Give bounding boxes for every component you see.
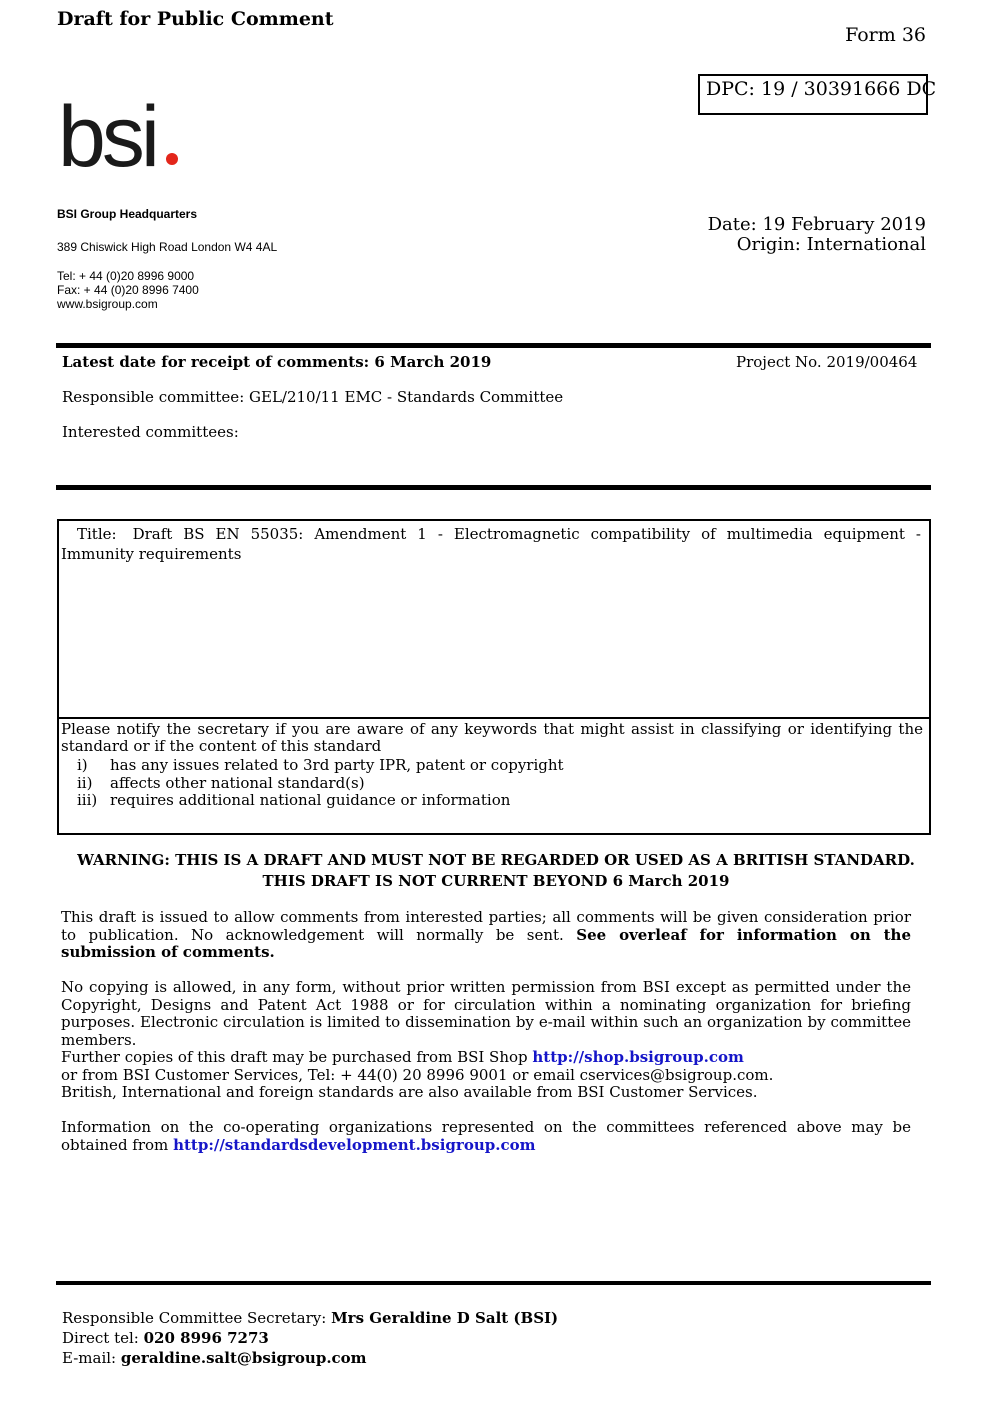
hq-fax: Fax: + 44 (0)20 8996 7400 bbox=[57, 283, 199, 297]
hq-name: BSI Group Headquarters bbox=[57, 207, 198, 221]
secretary-line bbox=[62, 1309, 558, 1327]
email-label: E-mail: bbox=[62, 1349, 121, 1367]
secretary-label: Responsible Committee Secretary: bbox=[62, 1309, 332, 1327]
customer-services-line: or from BSI Customer Services, Tel: + 44(0) 20 8996 9001 or email cservices@bsigroup.com. bbox=[61, 1065, 774, 1084]
warning-line-1: WARNING: THIS IS A DRAFT AND MUST NOT BE REGARDED OR USED AS A BRITISH STANDARD. bbox=[77, 851, 915, 869]
notify-item-number: i) bbox=[77, 756, 88, 774]
bsi-red-dot bbox=[166, 153, 178, 165]
notify-item bbox=[77, 756, 564, 774]
email-line bbox=[62, 1349, 367, 1367]
dpc-reference: DPC: 19 / 30391666 DC bbox=[706, 78, 937, 100]
date-line: Date: 19 February 2019 bbox=[707, 214, 926, 235]
bsi-wordmark: bsi bbox=[58, 94, 156, 174]
notify-item-text: requires additional national guidance or information bbox=[110, 791, 511, 809]
latest-date-for-comments: Latest date for receipt of comments: 6 March 2019 bbox=[62, 353, 492, 371]
standards-development-link[interactable]: http://standardsdevelopment.bsigroup.com bbox=[173, 1135, 536, 1154]
see-overleaf-note: See overleaf for information on the submission of comments. bbox=[61, 925, 912, 961]
draft-heading: Draft for Public Comment bbox=[57, 8, 334, 30]
interested-committees: Interested committees: bbox=[62, 423, 239, 441]
direct-tel-line bbox=[62, 1329, 269, 1347]
top-rule bbox=[56, 343, 931, 348]
notify-item-text: has any issues related to 3rd party IPR, patent or copyright bbox=[110, 756, 564, 774]
cooperating-orgs-paragraph bbox=[61, 1119, 911, 1154]
comments-paragraph-text: This draft is issued to allow comments from interested parties; all comments will be given consideration prior to publication. No acknowledgement will normally be sent. bbox=[61, 908, 911, 944]
title-box-divider bbox=[57, 717, 931, 719]
notify-item-number: ii) bbox=[77, 774, 93, 792]
direct-tel-value: 020 8996 7273 bbox=[143, 1329, 269, 1347]
middle-rule bbox=[56, 485, 931, 490]
origin-line: Origin: International bbox=[736, 234, 926, 255]
notify-item-text: affects other national standard(s) bbox=[110, 774, 365, 792]
bsi-logo bbox=[58, 94, 188, 174]
further-copies-lead: Further copies of this draft may be purchased from BSI Shop bbox=[61, 1048, 533, 1066]
warning-line-2: THIS DRAFT IS NOT CURRENT BEYOND 6 March 2019 bbox=[262, 872, 730, 890]
hq-tel: Tel: + 44 (0)20 8996 9000 bbox=[57, 269, 195, 283]
bsi-shop-link[interactable]: http://shop.bsigroup.com bbox=[532, 1048, 744, 1066]
hq-address: 389 Chiswick High Road London W4 4AL bbox=[57, 240, 278, 254]
direct-tel-label: Direct tel: bbox=[62, 1329, 144, 1347]
title-label: Title: bbox=[77, 525, 117, 543]
secretary-name: Mrs Geraldine D Salt (BSI) bbox=[331, 1309, 559, 1327]
responsible-committee: Responsible committee: GEL/210/11 EMC - Standards Committee bbox=[62, 388, 564, 406]
footer-rule bbox=[56, 1281, 931, 1285]
copying-paragraph: No copying is allowed, in any form, without prior written permission from BSI except as permitted under the Copyright, Designs and Patent Act 1988 or for circulation within a nominating organization for briefing purposes. Electronic circulation is limited to dissemination by e-mail within such an organization by committee members. bbox=[61, 978, 911, 1049]
further-copies-paragraph bbox=[61, 1049, 911, 1102]
notify-item-number: iii) bbox=[77, 791, 98, 809]
notify-intro: Please notify the secretary if you are aware of any keywords that might assist in classifying or identifying the standard or if the content of this standard bbox=[61, 720, 923, 755]
title-value: Draft BS EN 55035: Amendment 1 - Electromagnetic compatibility of multimedia equipment - Immunity requirements bbox=[61, 525, 921, 563]
project-number: Project No. 2019/00464 bbox=[736, 353, 918, 371]
notify-item bbox=[77, 774, 365, 792]
title-text bbox=[61, 524, 921, 564]
standards-availability-line: British, International and foreign standards are also available from BSI Customer Services. bbox=[61, 1083, 758, 1101]
cooperating-orgs-text: Information on the co-operating organizations represented on the committees referenced above may be obtained from bbox=[61, 1118, 911, 1154]
form-number: Form 36 bbox=[845, 24, 926, 46]
notify-item bbox=[77, 791, 510, 809]
comments-paragraph bbox=[61, 909, 911, 962]
email-value[interactable]: geraldine.salt@bsigroup.com bbox=[120, 1349, 367, 1367]
hq-web: www.bsigroup.com bbox=[57, 297, 158, 311]
